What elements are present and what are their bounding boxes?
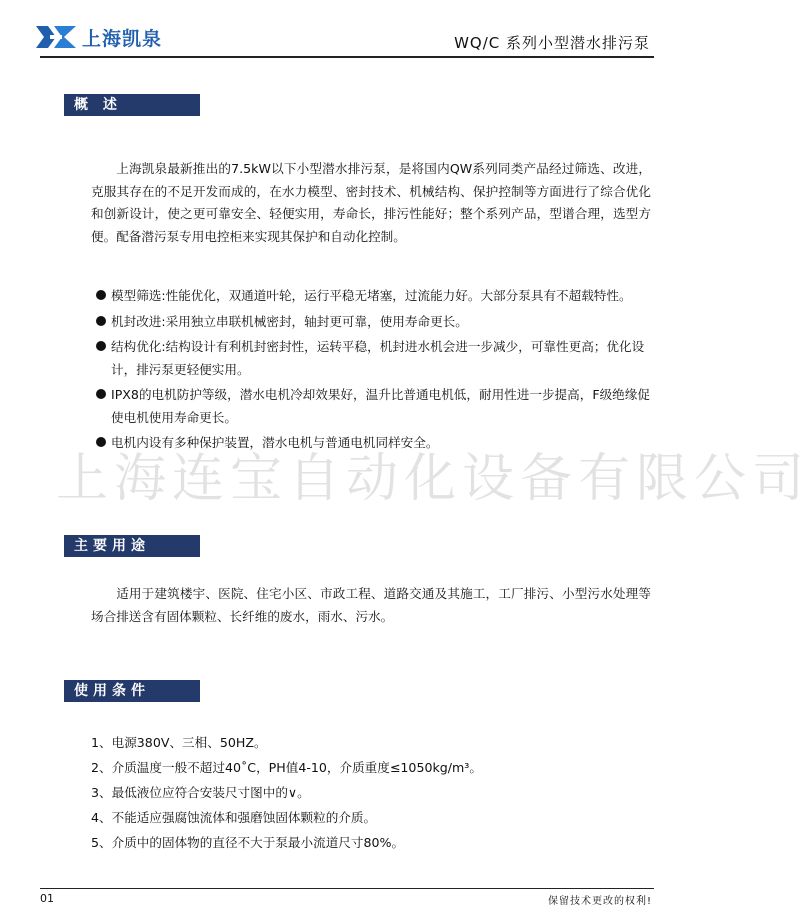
header-divider <box>40 56 654 58</box>
list-item: 3、最低液位应符合安装尺寸图中的∨。 <box>91 785 310 800</box>
section-heading-overview: 概 述 <box>64 94 200 116</box>
bullet-icon <box>96 389 106 399</box>
bullet-icon <box>96 341 106 351</box>
list-item: 模型筛选:性能优化，双通道叶轮，运行平稳无堵塞，过流能力好。大部分泵具有不超载特性。 <box>96 285 656 308</box>
bullet-icon <box>96 290 106 300</box>
brand-name: 上海凯泉 <box>82 27 163 50</box>
list-item: 结构优化:结构设计有利机封密封性，运转平稳，机封进水机会进一步减少，可靠性更高；优化设计，排污泵更轻便实用。 <box>96 336 656 381</box>
brand-logo-icon <box>34 22 78 52</box>
section-heading-conditions: 使用条件 <box>64 680 200 702</box>
list-item: 1、电源380V、三相、50HZ。 <box>91 735 267 750</box>
conditions-list <box>91 730 651 855</box>
section-heading-usage: 主要用途 <box>64 535 200 557</box>
feature-list <box>96 285 656 458</box>
bullet-icon <box>96 437 106 447</box>
list-item: 2、介质温度一般不超过40˚C，PH值4-10，介质重度≤1050kg/m³。 <box>91 760 482 775</box>
overview-paragraph: 上海凯泉最新推出的7.5kW以下小型潜水排污泵，是将国内QW系列同类产品经过筛选、改进，克服其存在的不足开发而成的，在水力模型、密封技术、机械结构、保护控制等方面进行了综合优化和创新设计，使之更可靠安全、轻便实用，寿命长，排污性能好；整个系列产品，型谱合理，选型方便。配备潜污泵专用电控柜来实现其保护和自动化控制。 <box>91 161 651 244</box>
list-item: 电机内设有多种保护装置，潜水电机与普通电机同样安全。 <box>96 432 656 455</box>
list-item: 4、不能适应强腐蚀流体和强磨蚀固体颗粒的介质。 <box>91 810 377 825</box>
watermark: 上海连宝自动化设备有限公司 <box>56 449 810 509</box>
brand-logo <box>34 22 162 52</box>
page-number: 01 <box>40 892 54 905</box>
footer-note: 保留技术更改的权利! <box>547 896 652 907</box>
list-item: 5、介质中的固体物的直径不大于泵最小流道尺寸80%。 <box>91 835 405 850</box>
usage-paragraph: 适用于建筑楼宇、医院、住宅小区、市政工程、道路交通及其施工，工厂排污、小型污水处理等场合排送含有固体颗粒、长纤维的废水，雨水、污水。 <box>91 586 651 624</box>
list-item: IPX8的电机防护等级，潜水电机冷却效果好，温升比普通电机低，耐用性进一步提高，F级绝缘促使电机使用寿命更长。 <box>96 384 656 429</box>
footer-divider <box>40 888 654 889</box>
document-title: WQ/C 系列小型潜水排污泵 <box>454 34 650 52</box>
bullet-icon <box>96 316 106 326</box>
list-item: 机封改进:采用独立串联机械密封，轴封更可靠，使用寿命更长。 <box>96 311 656 334</box>
